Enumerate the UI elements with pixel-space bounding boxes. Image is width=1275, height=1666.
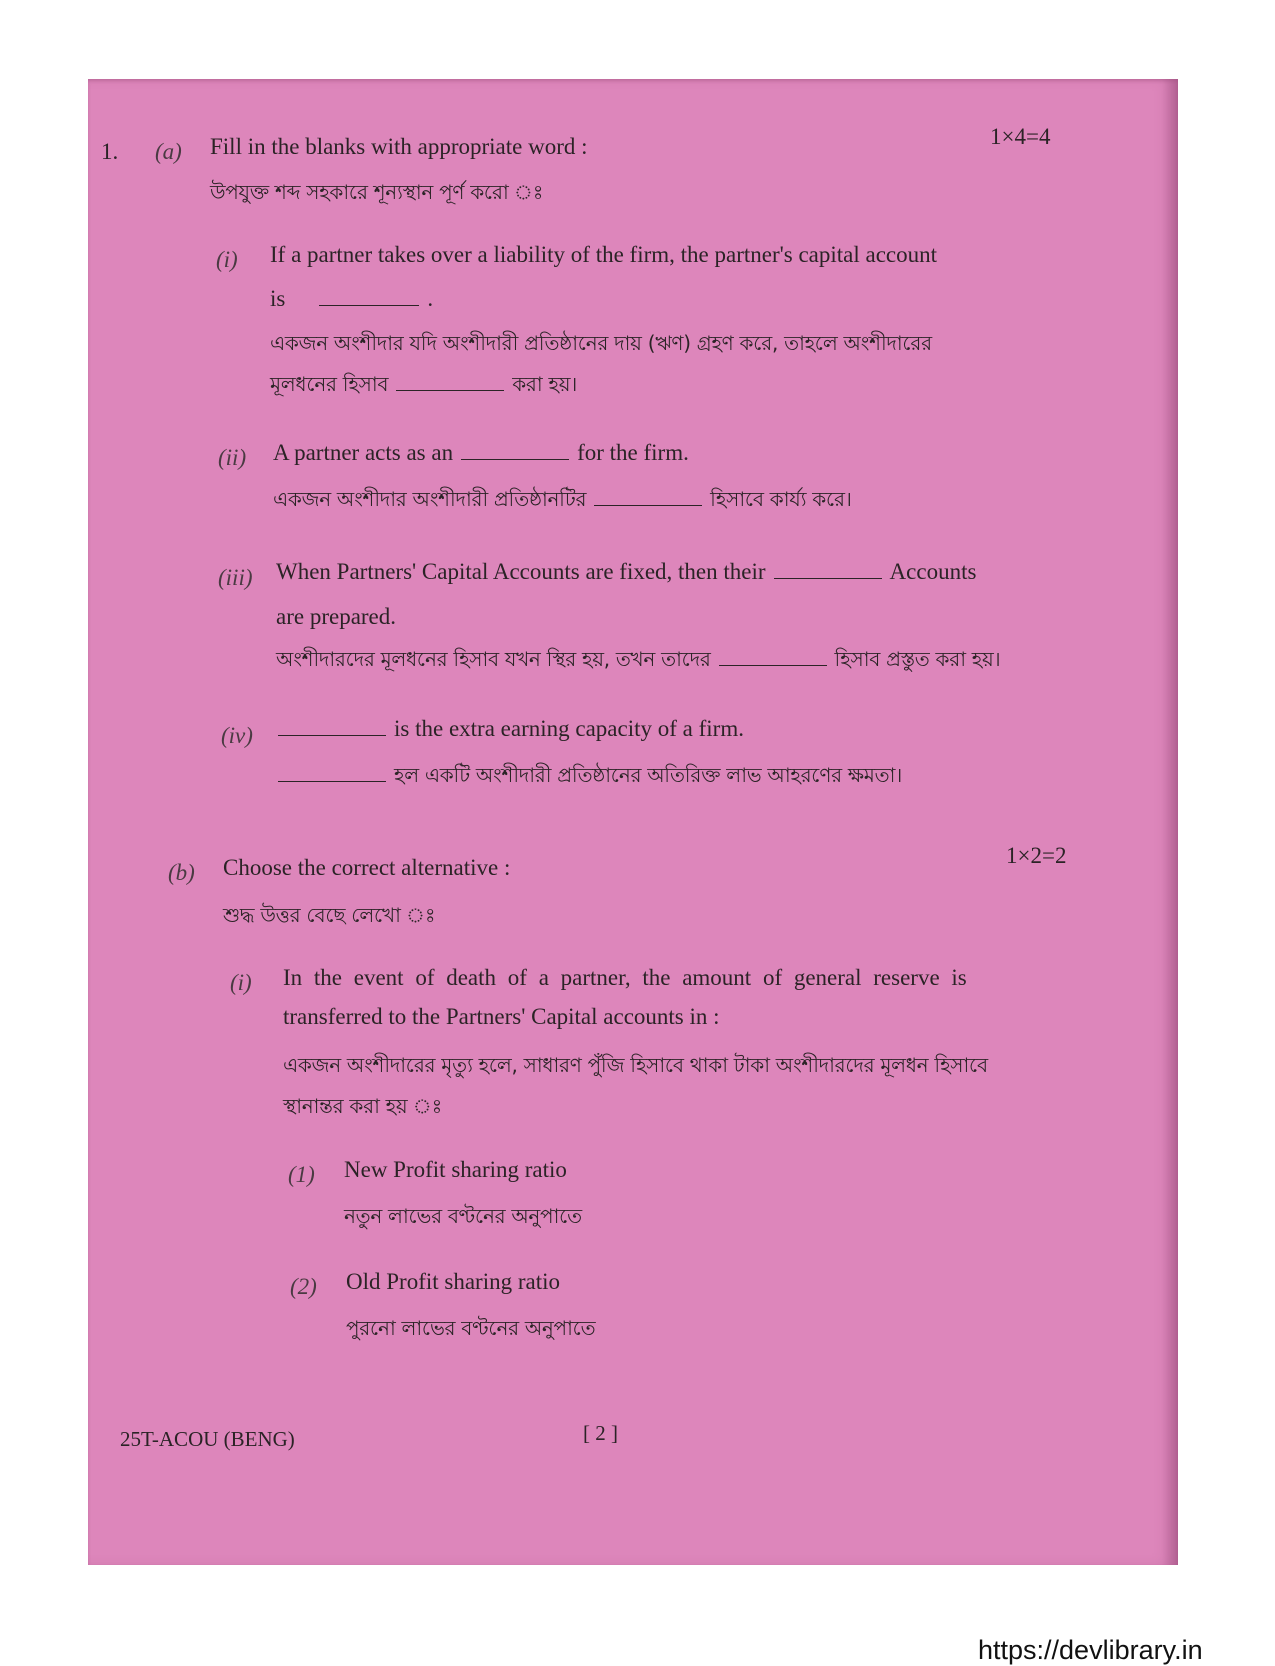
option-2-bn: পুরনো লাভের বণ্টনের অনুপাতে xyxy=(346,1316,596,1340)
answer-blank xyxy=(396,390,504,391)
item-a-ii-label: (ii) xyxy=(218,445,247,470)
option-2-en: Old Profit sharing ratio xyxy=(346,1269,560,1294)
item-a-i-en-line2 xyxy=(270,287,433,310)
exam-page xyxy=(88,79,1178,1565)
paper-code: 25T-ACOU (BENG) xyxy=(120,1427,295,1451)
part-b-label: (b) xyxy=(168,860,195,885)
item-b-i-en-line2: transferred to the Partners' Capital accounts in : xyxy=(283,1004,720,1029)
item-a-iii-en xyxy=(276,560,976,583)
item-a-ii-bn-suffix: হিসাবে কার্য্য করে। xyxy=(710,487,852,511)
item-a-i-en-prefix: is xyxy=(270,286,286,311)
answer-blank xyxy=(319,305,419,306)
option-1-label: (1) xyxy=(288,1162,315,1187)
item-a-i-en-suffix: . xyxy=(427,286,434,311)
item-a-iii-bn-prefix: অংশীদারদের মূলধনের হিসাব যখন স্থির হয়, তখন তাদের xyxy=(276,647,711,671)
part-b-instruction-bn: শুদ্ধ উত্তর বেছে লেখো ঃ xyxy=(223,903,436,927)
part-a-instruction-bn: উপযুক্ত শব্দ সহকারে শূন্যস্থান পূর্ণ করো ঃ xyxy=(210,180,544,204)
item-a-iii-label: (iii) xyxy=(218,565,253,590)
item-a-iii-en-suffix: Accounts xyxy=(889,559,977,584)
item-a-i-bn-suffix: করা হয়। xyxy=(512,372,578,396)
part-a-label: (a) xyxy=(155,139,182,164)
part-b-instruction-en: Choose the correct alternative : xyxy=(223,855,511,880)
item-a-iii-en-line2: are prepared. xyxy=(276,604,397,629)
item-a-i-bn-line1: একজন অংশীদার যদি অংশীদারী প্রতিষ্ঠানের দায় (ঋণ) গ্রহণ করে, তাহলে অংশীদারের xyxy=(270,331,932,355)
answer-blank xyxy=(774,578,882,579)
item-a-ii-bn-prefix: একজন অংশীদার অংশীদারী প্রতিষ্ঠানটির xyxy=(273,487,587,511)
answer-blank xyxy=(594,505,702,506)
option-1-en: New Profit sharing ratio xyxy=(344,1157,567,1182)
page-number: [ 2 ] xyxy=(583,1421,618,1445)
source-watermark: https://devlibrary.in xyxy=(978,1635,1203,1665)
item-a-iii-en-prefix: When Partners' Capital Accounts are fixed, then their xyxy=(276,559,766,584)
item-b-i-en-line1: In the event of death of a partner, the amount of general reserve is xyxy=(283,965,967,990)
option-2-label: (2) xyxy=(290,1274,317,1299)
item-a-iii-bn xyxy=(276,649,1000,669)
item-a-ii-en-prefix: A partner acts as an xyxy=(273,440,454,465)
item-a-ii-bn xyxy=(273,489,852,509)
item-b-i-bn-line2: স্থানান্তর করা হয় ঃ xyxy=(283,1094,442,1118)
item-b-i-bn-line1: একজন অংশীদারের মৃত্যু হলে, সাধারণ পুঁজি হিসাবে থাকা টাকা অংশীদারদের মূলধন হিসাবে xyxy=(283,1053,988,1077)
item-a-iv-en xyxy=(278,717,744,740)
option-1-bn: নতুন লাভের বণ্টনের অনুপাতে xyxy=(344,1204,582,1228)
item-a-ii-en-suffix: for the firm. xyxy=(577,440,689,465)
item-a-ii-en xyxy=(273,441,689,464)
item-a-iv-bn xyxy=(278,765,902,785)
answer-blank xyxy=(719,665,827,666)
item-a-iv-en-suffix: is the extra earning capacity of a firm. xyxy=(394,716,744,741)
part-a-marks: 1×4=4 xyxy=(990,124,1051,149)
answer-blank xyxy=(278,781,386,782)
answer-blank xyxy=(278,735,386,736)
item-a-i-label: (i) xyxy=(216,247,238,272)
answer-blank xyxy=(461,459,569,460)
item-a-iv-bn-suffix: হল একটি অংশীদারী প্রতিষ্ঠানের অতিরিক্ত লাভ আহরণের ক্ষমতা। xyxy=(394,763,902,787)
page-edge-shadow xyxy=(1162,79,1178,1565)
item-a-i-bn-line2 xyxy=(270,374,577,394)
item-a-iv-label: (iv) xyxy=(221,723,253,748)
item-b-i-label: (i) xyxy=(230,970,252,995)
item-a-iii-bn-suffix: হিসাব প্রস্তুত করা হয়। xyxy=(834,647,1001,671)
item-a-i-bn-prefix: মূলধনের হিসাব xyxy=(270,372,389,396)
item-a-i-en-line1: If a partner takes over a liability of the firm, the partner's capital account xyxy=(270,242,938,267)
part-b-marks: 1×2=2 xyxy=(1006,843,1067,868)
part-a-instruction-en: Fill in the blanks with appropriate word : xyxy=(210,134,588,159)
question-number: 1. xyxy=(101,139,119,164)
